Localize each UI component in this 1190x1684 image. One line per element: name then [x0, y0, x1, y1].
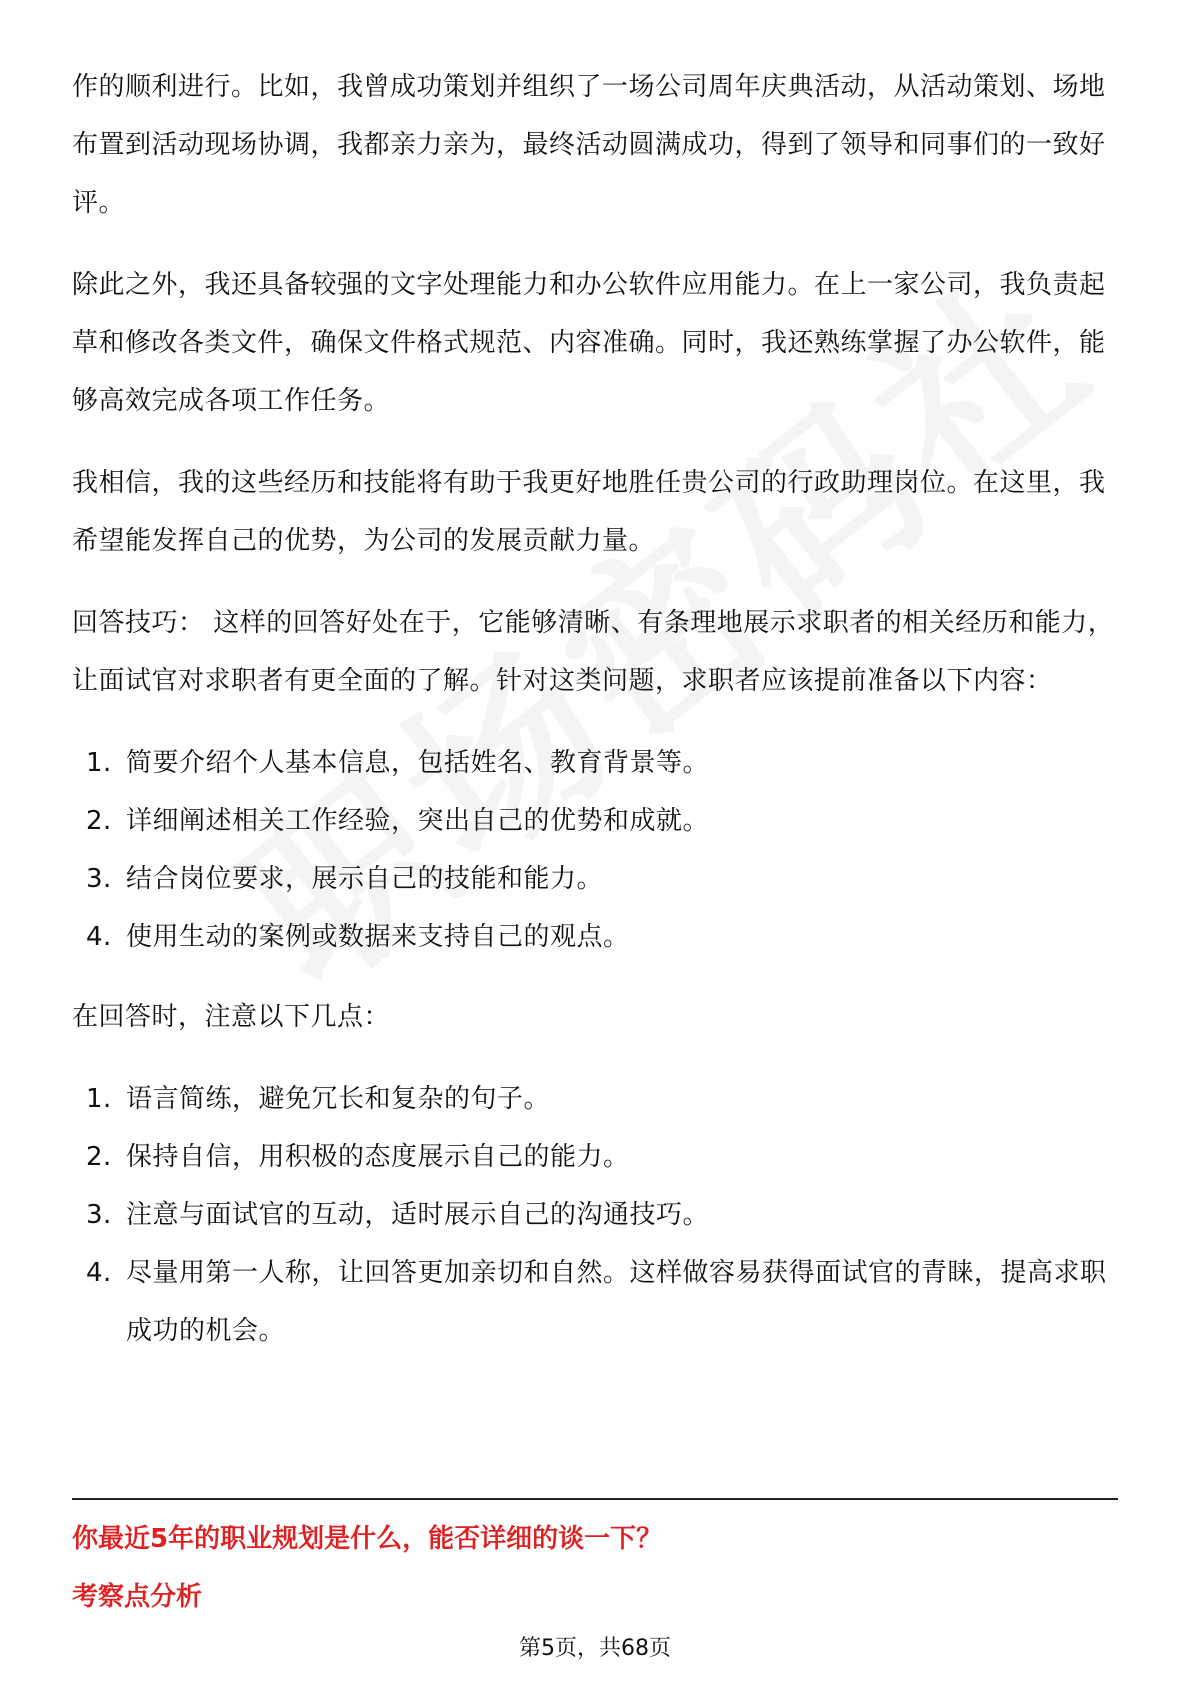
list-item-text: 简要介绍个人基本信息，包括姓名、教育背景等。 — [126, 748, 710, 778]
paragraph-attention-intro: 在回答时，注意以下几点： — [72, 1002, 391, 1032]
list-number: 4. — [86, 1258, 112, 1288]
list-number: 4. — [86, 922, 112, 952]
list-item-text: 尽量用第一人称，让回答更加亲切和自然。这样做容易获得面试官的青睐，提高求职成功的机会。 — [126, 1258, 1107, 1346]
list-number: 2. — [86, 806, 112, 836]
list-item-text: 使用生动的案例或数据来支持自己的观点。 — [126, 922, 630, 952]
list-number: 3. — [86, 864, 112, 894]
next-question-heading: 你最近5年的职业规划是什么，能否详细的谈一下？ — [72, 1524, 663, 1554]
preparation-list — [72, 734, 1118, 966]
list-item — [72, 850, 1118, 908]
section-divider — [72, 1498, 1118, 1500]
list-number: 1. — [86, 748, 112, 778]
list-item-text: 保持自信，用积极的态度展示自己的能力。 — [126, 1142, 630, 1172]
list-number: 3. — [86, 1200, 112, 1230]
list-item — [72, 908, 1118, 966]
page-number-footer: 第5页，共68页 — [519, 1636, 671, 1661]
attention-list — [72, 1070, 1118, 1360]
list-item-text: 注意与面试官的互动，适时展示自己的沟通技巧。 — [126, 1200, 710, 1230]
page-content — [72, 58, 1118, 1382]
list-item — [72, 1244, 1118, 1360]
list-item — [72, 1128, 1118, 1186]
list-item — [72, 734, 1118, 792]
paragraph-3: 我相信，我的这些经历和技能将有助于我更好地胜任贵公司的行政助理岗位。在这里，我希望能发挥自己的优势，为公司的发展贡献力量。 — [72, 468, 1106, 556]
list-number: 2. — [86, 1142, 112, 1172]
list-item-text: 详细阐述相关工作经验，突出自己的优势和成就。 — [126, 806, 710, 836]
analysis-heading: 考察点分析 — [72, 1582, 203, 1612]
list-item — [72, 1070, 1118, 1128]
paragraph-2: 除此之外，我还具备较强的文字处理能力和办公软件应用能力。在上一家公司，我负责起草和修改各类文件，确保文件格式规范、内容准确。同时，我还熟练掌握了办公软件，能够高效完成各项工作任务。 — [72, 270, 1106, 416]
list-item-text: 语言简练，避免冗长和复杂的句子。 — [126, 1084, 551, 1114]
list-number: 1. — [86, 1084, 112, 1114]
list-item-text: 结合岗位要求，展示自己的技能和能力。 — [126, 864, 604, 894]
list-item — [72, 1186, 1118, 1244]
list-item — [72, 792, 1118, 850]
paragraph-1: 作的顺利进行。比如，我曾成功策划并组织了一场公司周年庆典活动，从活动策划、场地布置到活动现场协调，我都亲力亲为，最终活动圆满成功，得到了领导和同事们的一致好评。 — [72, 72, 1106, 218]
paragraph-tips: 回答技巧： 这样的回答好处在于，它能够清晰、有条理地展示求职者的相关经历和能力，让面试官对求职者有更全面的了解。针对这类问题，求职者应该提前准备以下内容： — [72, 608, 1115, 696]
